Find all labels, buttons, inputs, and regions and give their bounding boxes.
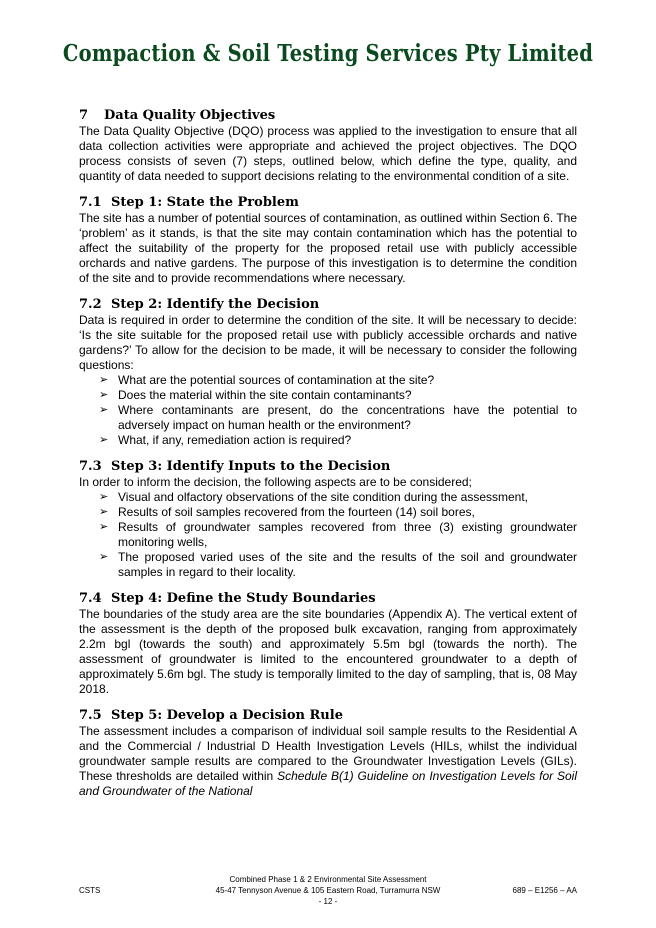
arrow-bullet-icon: ➢ xyxy=(99,491,109,503)
section-title: Step 4: Define the Study Boundaries xyxy=(111,591,376,606)
section-7-2 xyxy=(79,296,577,448)
arrow-bullet-icon: ➢ xyxy=(99,506,109,518)
section-title: Step 3: Identify Inputs to the Decision xyxy=(111,459,391,474)
inputs-list xyxy=(79,490,577,580)
list-item: ➢ Where contaminants are present, do the concentrations have the potential to adversely impact on human health or the environment? xyxy=(99,403,577,432)
section-heading xyxy=(79,458,577,475)
section-title: Step 2: Identify the Decision xyxy=(111,297,320,312)
section-body: The Data Quality Objective (DQO) process was applied to the investigation to ensure that all data collection activities were appropriate and achieved the project objectives. The DQO process consists of seven (7) steps, outlined below, which define the type, quality, and quantity of data needed to support decisions relating to the environmental condition of a site. xyxy=(79,124,577,183)
section-title: Step 5: Develop a Decision Rule xyxy=(111,708,343,723)
section-7 xyxy=(79,107,577,184)
arrow-bullet-icon: ➢ xyxy=(99,389,109,401)
section-title: Step 1: State the Problem xyxy=(111,195,299,210)
arrow-bullet-icon: ➢ xyxy=(99,404,109,416)
page-content xyxy=(79,107,577,799)
footer-center xyxy=(79,874,577,907)
list-item: ➢ Results of groundwater samples recovered from three (3) existing groundwater monitoring wells, xyxy=(99,520,577,549)
section-heading xyxy=(79,590,577,607)
section-title: Data Quality Objectives xyxy=(104,108,276,123)
question-list xyxy=(79,373,577,448)
footer-company-abbrev: CSTS xyxy=(79,886,101,895)
arrow-bullet-icon: ➢ xyxy=(99,521,109,533)
guideline-reference: Schedule B(1) Guideline on Investigation Levels for Soil and Groundwater xyxy=(79,769,577,798)
section-heading xyxy=(79,296,577,313)
footer-report-title: Combined Phase 1 & 2 Environmental Site Assessment xyxy=(229,875,427,884)
section-number: 7.5 xyxy=(79,708,102,723)
section-7-4 xyxy=(79,590,577,697)
arrow-bullet-icon: ➢ xyxy=(99,374,109,386)
section-body: Data is required in order to determine the condition of the site. It will be necessary to decide: ‘Is the site suitable for the proposed retail use with publicly accessible orchards and native gardens?’ To allow for the decision to be made, it will be necessary to consider the following questions: xyxy=(79,313,577,372)
arrow-bullet-icon: ➢ xyxy=(99,551,109,563)
list-item: ➢ What are the potential sources of contamination at the site? xyxy=(99,373,435,387)
section-7-3 xyxy=(79,458,577,580)
section-body: The boundaries of the study area are the site boundaries (Appendix A). The vertical extent of the assessment is the depth of the proposed bulk excavation, ranging from approximately 2.2m bgl (towards the south) and approximately 5.5m bgl (towards the north). The assessment of groundwater is limited to the encountered groundwater to a depth of approximately 5.6m bgl. The study is temporally limited to the day of sampling, that is, 08 May 2018. xyxy=(79,607,577,696)
section-number: 7.3 xyxy=(79,459,102,474)
arrow-bullet-icon: ➢ xyxy=(99,434,109,446)
section-heading xyxy=(79,194,577,211)
section-body: The site has a number of potential sources of contamination, as outlined within Section 6. The ‘problem’ as it stands, is that the site may contain contamination which has the potential to affect the suitability of the property for the proposed retail use with publicly accessible orchards and native gardens. The purpose of this investigation is to determine the condition of the site and to provide recommendations where necessary. xyxy=(79,211,577,285)
section-7-1 xyxy=(79,194,577,286)
section-body: In order to inform the decision, the following aspects are to be considered; xyxy=(79,475,472,489)
section-heading xyxy=(79,107,577,124)
section-7-5 xyxy=(79,707,577,799)
list-item: ➢ Visual and olfactory observations of the site condition during the assessment, xyxy=(99,490,529,504)
section-number: 7.2 xyxy=(79,297,102,312)
page-number: - 12 - xyxy=(318,897,338,906)
section-number: 7.1 xyxy=(79,195,102,210)
section-body: The assessment includes a comparison of individual soil sample results to the Residential A and the Commercial / Industrial D Health Investigation Levels (HILs, whilst the individual groundwater sample results are compared to the Groundwater Investigation Levels (GILs). These thresholds are detailed within Schedule B(1) Guideline on Investigation Levels for Soil and Groundwater of the National xyxy=(79,724,577,798)
footer-report-ref: 689 – E1256 – AA xyxy=(512,886,577,895)
section-heading xyxy=(79,707,577,724)
footer-site-address: 45-47 Tennyson Avenue & 105 Eastern Road, Turramurra NSW xyxy=(215,886,441,895)
list-item: ➢ Does the material within the site contain contaminants? xyxy=(99,388,412,402)
list-item: ➢ The proposed varied uses of the site and the results of the soil and groundwater samples in regard to their locality. xyxy=(99,550,577,579)
list-item: ➢ Results of soil samples recovered from the fourteen (14) soil bores, xyxy=(99,505,475,519)
section-number: 7.4 xyxy=(79,591,102,606)
section-number: 7 xyxy=(79,108,89,123)
list-item: ➢ What, if any, remediation action is required? xyxy=(99,433,352,447)
company-header: Compaction & Soil Testing Services Pty Limited xyxy=(62,39,594,68)
